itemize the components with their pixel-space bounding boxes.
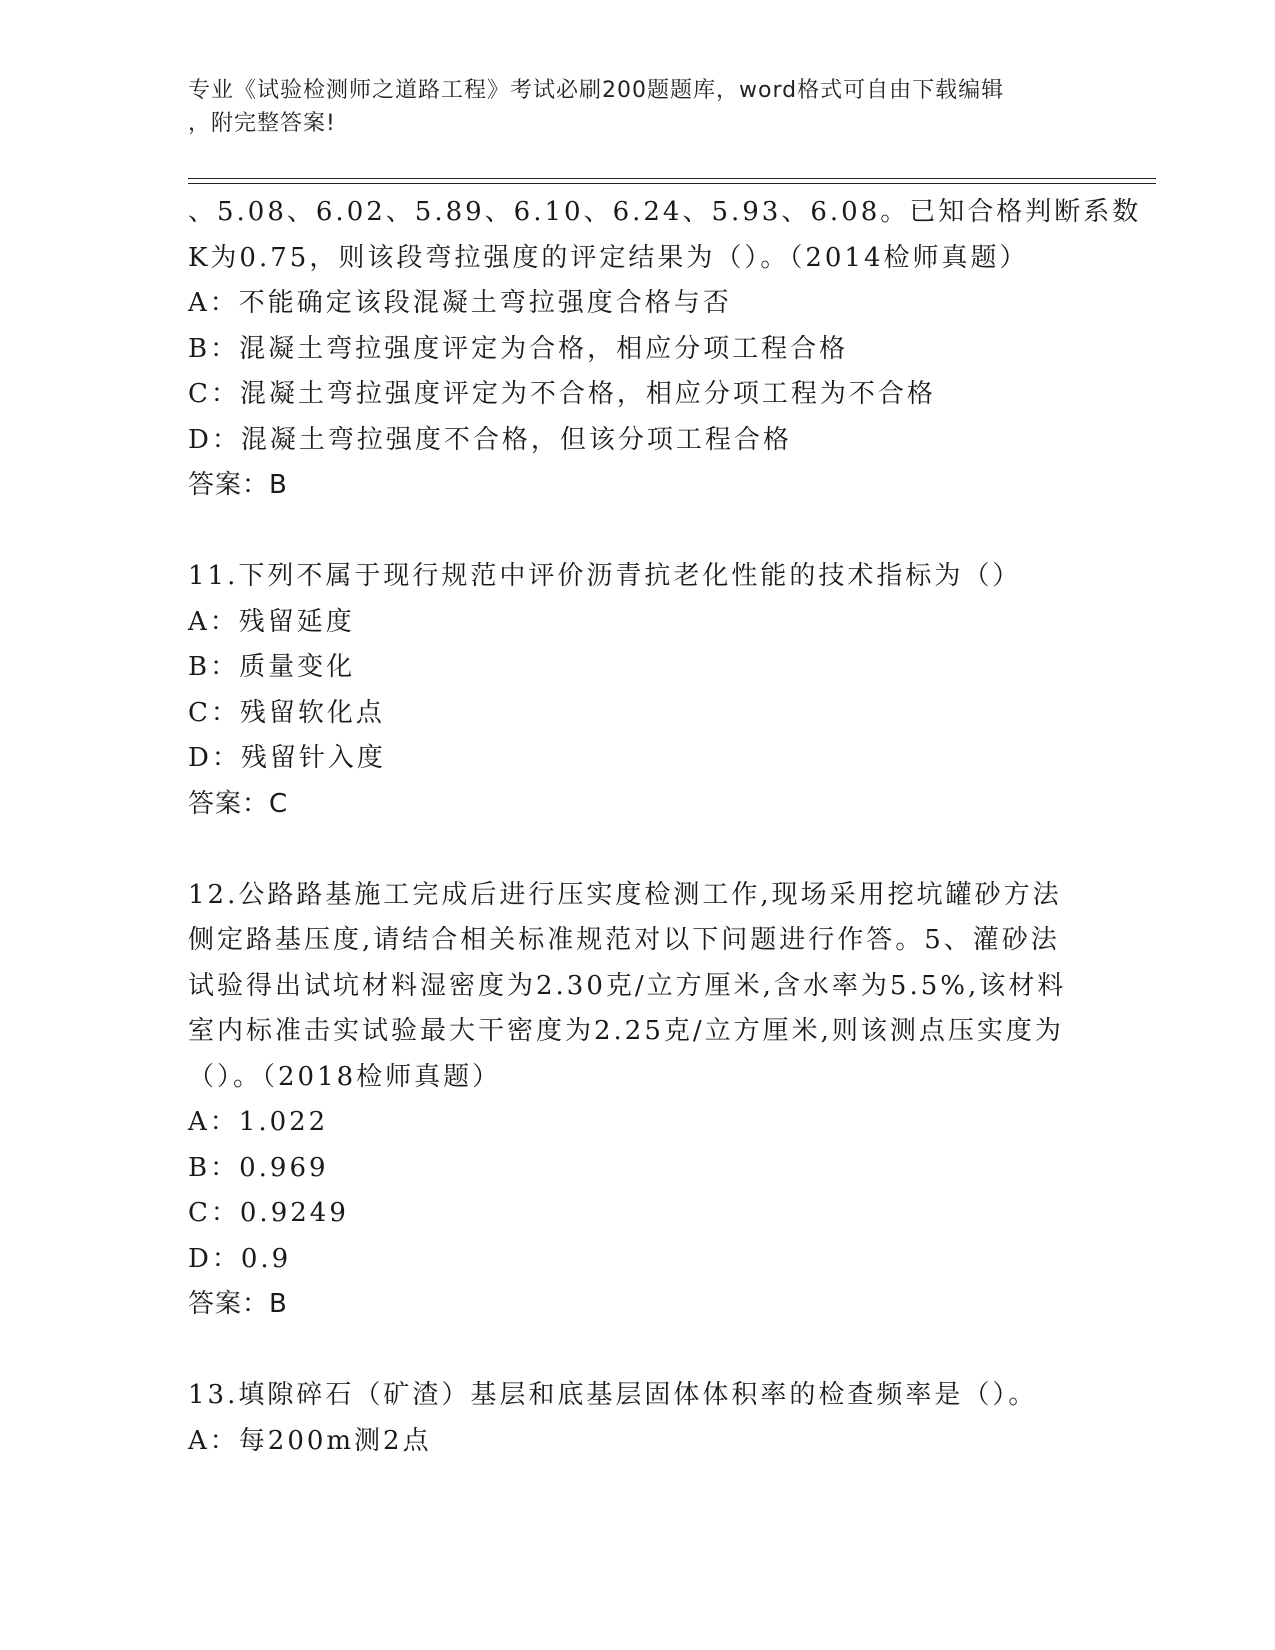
answer-line: 答案：C [188, 788, 289, 819]
answer-line: 答案：B [188, 1289, 288, 1319]
option-b: B：0.969 [188, 1152, 329, 1183]
question-list [188, 190, 1142, 1464]
option-b: B：混凝土弯拉强度评定为合格，相应分项工程合格 [188, 333, 849, 364]
option-c: C：残留软化点 [188, 697, 385, 728]
option-b: B：质量变化 [188, 652, 356, 682]
question-stem-line: K为0.75，则该段弯拉强度的评定结果为（）。（2014检师真题） [188, 242, 1029, 273]
document-header [188, 74, 1068, 140]
question-10-continued [188, 190, 1142, 509]
question-stem-line: 试验得出试坑材料湿密度为2.30克/立方厘米,含水率为5.5%,该材料 [188, 970, 1067, 1001]
question-stem-line: 13.填隙碎石（矿渣）基层和底基层固体体积率的检查频率是（）。 [188, 1380, 1038, 1410]
option-a: A：每200m测2点 [188, 1425, 432, 1456]
question-stem-line: 12.公路路基施工完成后进行压实度检测工作,现场采用挖坑罐砂方法 [188, 879, 1062, 910]
spacer [188, 1328, 1088, 1374]
question-13 [188, 1373, 1088, 1464]
question-11 [188, 554, 1088, 827]
spacer [188, 827, 1088, 873]
header-title-line-2: ，附完整答案! [188, 111, 336, 136]
option-a: A：1.022 [188, 1107, 329, 1137]
option-a: A：不能确定该段混凝土弯拉强度合格与否 [188, 288, 732, 318]
option-a: A：残留延度 [188, 606, 355, 637]
option-d: D：混凝土弯拉强度不合格，但该分项工程合格 [188, 424, 792, 455]
question-12 [188, 873, 1088, 1328]
spacer [188, 509, 1088, 555]
question-stem-line: 侧定路基压度,请结合相关标准规范对以下问题进行作答。5、灌砂法 [188, 925, 1060, 955]
header-divider-top [188, 178, 1156, 179]
option-d: D：残留针入度 [188, 743, 386, 773]
question-stem-line: 室内标准击实试验最大干密度为2.25克/立方厘米,则该测点压实度为 [188, 1016, 1064, 1046]
option-c: C：0.9249 [188, 1198, 349, 1228]
header-title-line-1: 专业《试验检测师之道路工程》考试必刷200题题库，word格式可自由下载编辑 [188, 78, 1005, 103]
option-c: C：混凝土弯拉强度评定为不合格，相应分项工程为不合格 [188, 379, 936, 409]
question-stem-line: 11.下列不属于现行规范中评价沥青抗老化性能的技术指标为（） [188, 561, 1022, 591]
option-d: D：0.9 [188, 1243, 292, 1274]
question-stem-line: （）。（2018检师真题） [188, 1061, 502, 1092]
question-stem-line: 、5.08、6.02、5.89、6.10、6.24、5.93、6.08。已知合格判断系数 [188, 197, 1142, 227]
header-divider-bottom [188, 183, 1156, 184]
answer-line: 答案：B [188, 470, 288, 500]
